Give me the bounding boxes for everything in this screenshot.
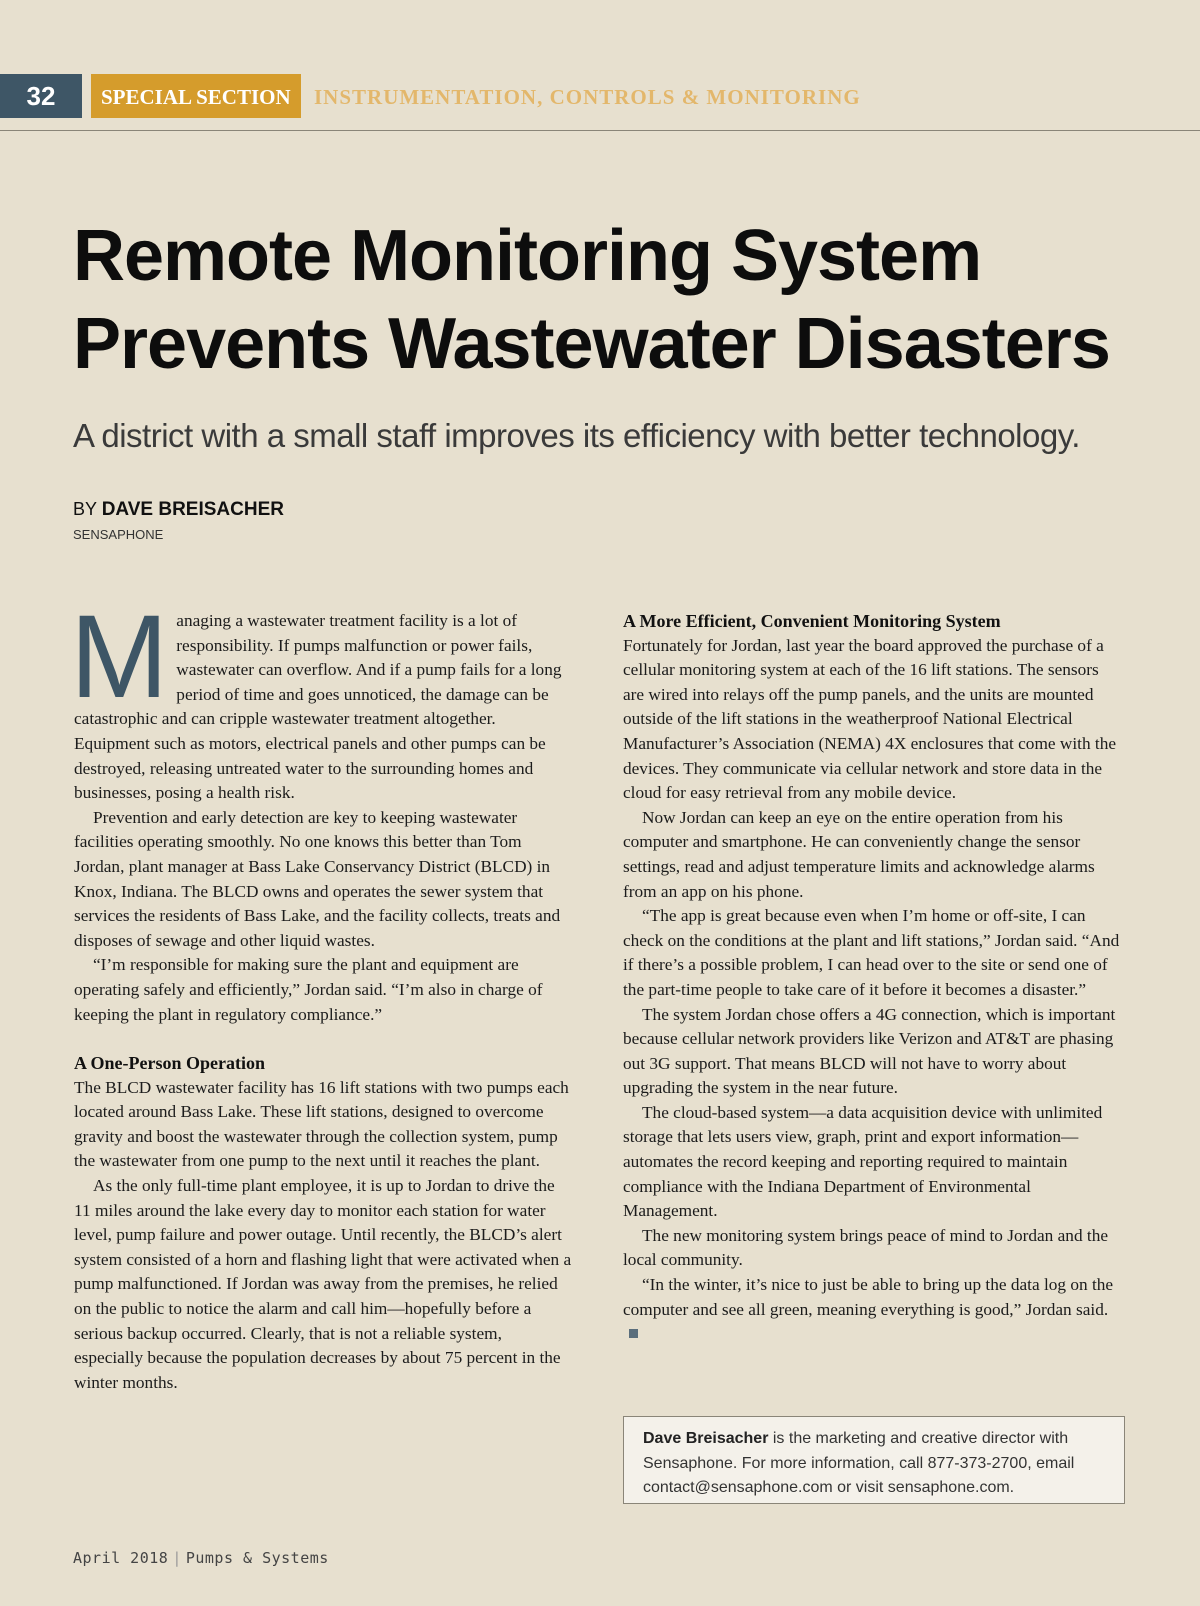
left-column [70,591,574,1395]
footer-separator: | [172,1549,182,1567]
article-deck: A district with a small staff improves its efficiency with better technology. [73,417,1080,454]
title-line-1: Remote Monitoring System [73,216,982,296]
byline-prefix: BY [73,499,97,519]
drop-cap: M [70,591,169,723]
right-column [623,609,1123,1347]
paragraph: Now Jordan can keep an eye on the entire operation from his computer and smartphone. He can conveniently change the sensor settings, read and adjust temperature limits and acknowledge alarms from an app on his phone. [623,807,1095,901]
title-line-2: Prevents Wastewater Disasters [73,304,1110,384]
end-mark-icon [629,1329,638,1338]
bio-text: is the marketing and creative director with Sensaphone. For more information, call 877-373-2700, email contact@sensaphone.com or visit sensaphone.com. [643,1430,1075,1496]
article-title [73,212,1183,388]
author-bio-box [623,1416,1125,1504]
paragraph: “In the winter, it’s nice to just be able to bring up the data log on the computer and see all green, meaning everything is good,” Jordan said. [623,1273,1123,1347]
paragraph: As the only full-time plant employee, it is up to Jordan to drive the 11 miles around the lake every day to monitor each station for water level, pump failure and power outage. Until recently, the BLCD’s alert system consisted of a horn and flashing light that were activated when a pump malfunctioned. If Jordan was away from the premises, he relied on the public to notice the alarm and call him—hopefully before a serious backup occurred. Clearly, that is not a reliable system, especially because the population decreases by about 75 percent in the winter months. [74,1176,572,1392]
footer-date: April 2018 [73,1549,169,1567]
section-header [0,74,1200,131]
subheading: A More Efficient, Convenient Monitoring System [623,611,1001,631]
paragraph: The BLCD wastewater facility has 16 lift stations with two pumps each located around Bass Lake. These lift stations, designed to overcome gravity and boost the wastewater through the collection system, pump the wastewater from one pump to the next until it reaches the plant. [74,1077,569,1171]
section-title: INSTRUMENTATION, CONTROLS & MONITORING [314,85,861,109]
paragraph: Prevention and early detection are key to keeping wastewater facilities operating smoothly. No one knows this better than Tom Jordan, plant manager at Bass Lake Conservancy District (BLCD) in Knox, Indiana. The BLCD owns and operates the sewer system that services the residents of Bass Lake, and the facility collects, treats and disposes of sewage and other liquid wastes. [74,807,561,950]
author-affiliation: SENSAPHONE [73,527,164,542]
paragraph: The system Jordan chose offers a 4G connection, which is important because cellular network providers like Verizon and AT&T are phasing out 3G support. That means BLCD will not have to worry about upgrading the system in the near future. [623,1004,1116,1098]
special-section-badge: SPECIAL SECTION [91,74,301,118]
bio-name: Dave Breisacher [643,1430,769,1447]
page-number: 32 [0,74,82,118]
paragraph: Fortunately for Jordan, last year the board approved the purchase of a cellular monitoring system at each of the 16 lift stations. The sensors are wired into relays off the pump panels, and the units are mounted outside of the lift stations in the weatherproof National Electrical Manufacturer’s Association (NEMA) 4X enclosures that come with the devices. They communicate via cellular network and store data in the cloud for easy retrieval from any mobile device. [623,635,1117,803]
byline [73,499,284,521]
page-footer [73,1549,329,1567]
paragraph: “The app is great because even when I’m home or off-site, I can check on the conditions at the plant and lift stations,” Jordan said. “And if there’s a possible problem, I can head over to the site or send one of the part-time people to take care of it before it becomes a disaster.” [623,906,1120,999]
paragraph: Managing a wastewater treatment facility is a lot of responsibility. If pumps malfunction or power fails, wastewater can overflow. And if a pump fails for a long period of time and goes unnoticed, the damage can be catastrophic and can cripple wastewater treatment altogether. Equipment such as motors, electrical panels and other pumps can be destroyed, releasing untreated water to the surrounding homes and businesses, posing a health risk. [70,591,562,803]
paragraph: The cloud-based system—a data acquisition device with unlimited storage that lets users view, graph, print and export information—automates the record keeping and reporting required to maintain compliance with the Indiana Department of Environmental Management. [623,1102,1103,1221]
subheading: A One-Person Operation [74,1053,265,1074]
paragraph: “I’m responsible for making sure the plant and equipment are operating safely and efficiently,” Jordan said. “I’m also in charge of keeping the plant in regulatory compliance.” [74,955,543,1024]
author-name: DAVE BREISACHER [101,499,284,520]
paragraph: The new monitoring system brings peace of mind to Jordan and the local community. [623,1225,1109,1270]
footer-publication: Pumps & Systems [185,1549,329,1567]
